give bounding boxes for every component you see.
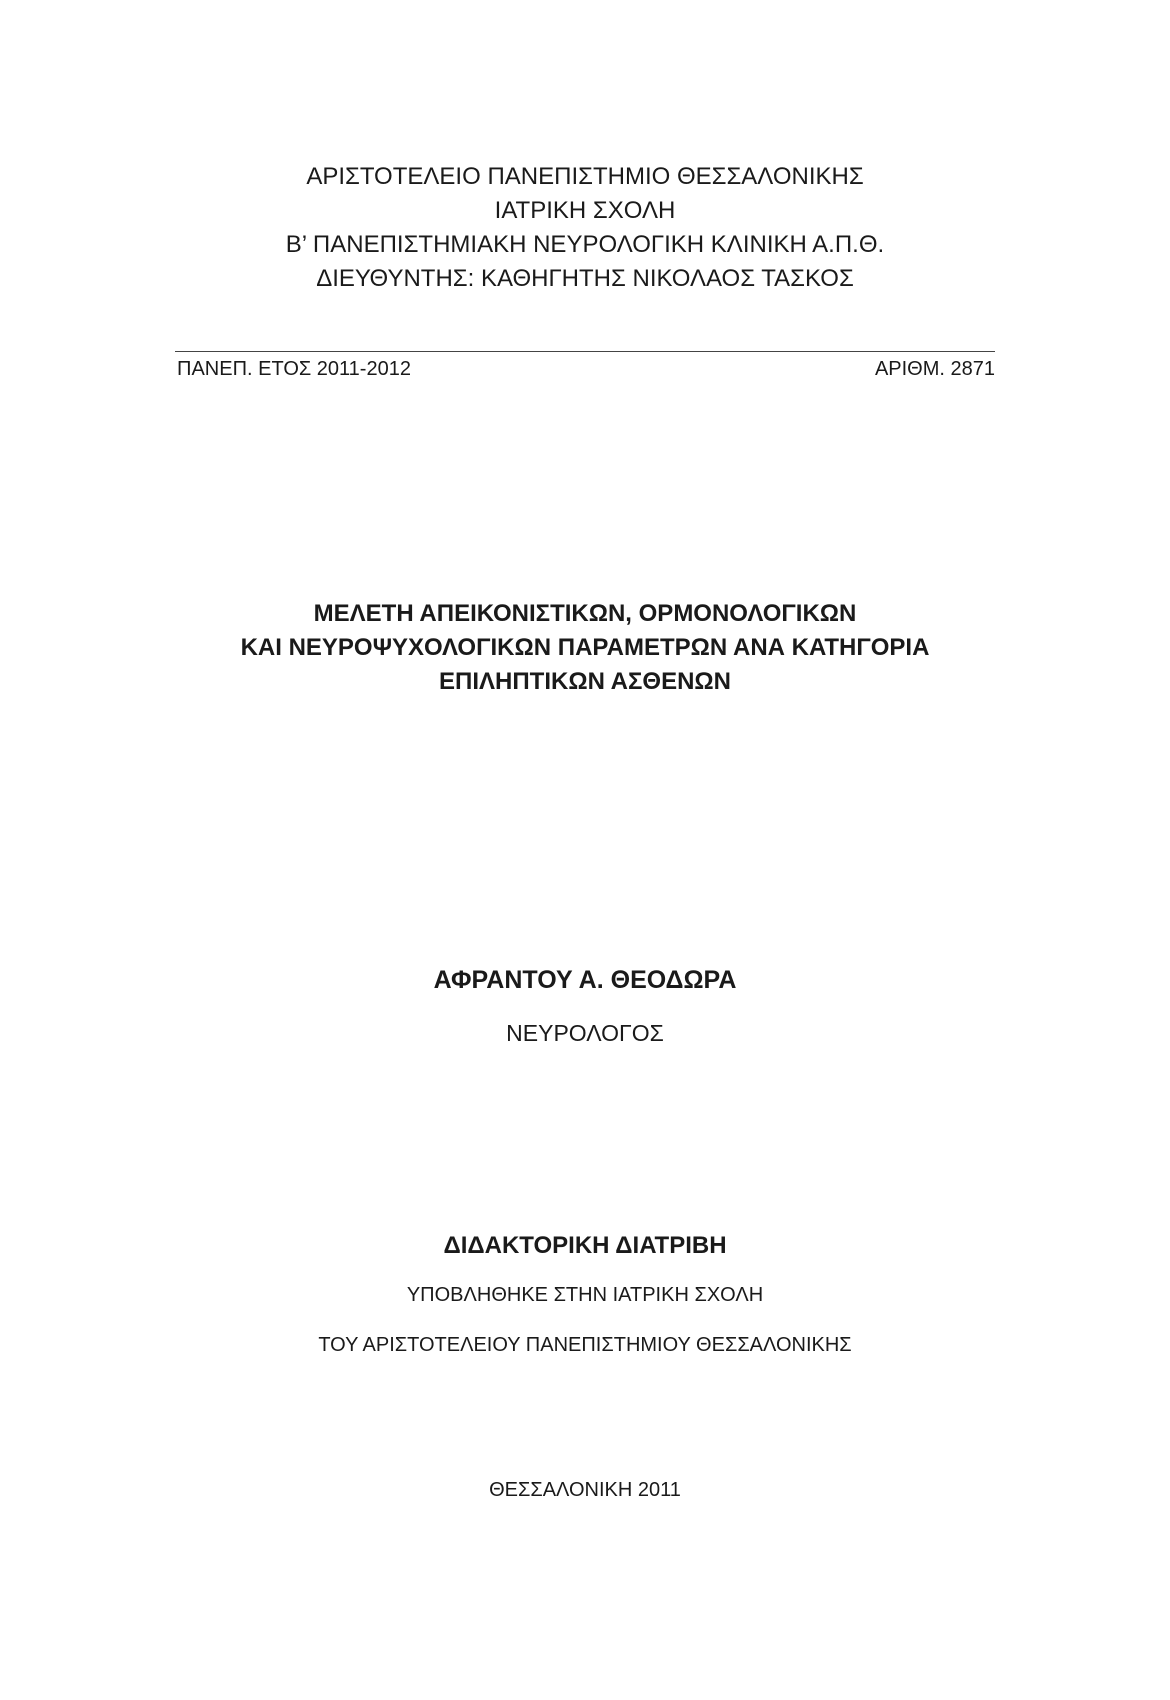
director-line: ΔΙΕΥΘΥΝΤΗΣ: ΚΑΘΗΓΗΤΗΣ ΝΙΚΟΛΑΟΣ ΤΑΣΚΟΣ [316,265,854,292]
author-profession: ΝΕΥΡΟΛΟΓΟΣ [506,1020,664,1046]
clinic-name: Β’ ΠΑΝΕΠΙΣΤΗΜΙΑΚΗ ΝΕΥΡΟΛΟΓΙΚΗ ΚΛΙΝΙΚΗ Α.Π.Θ. [285,231,885,258]
submission-line-1: ΥΠΟΒΛΗΘΗΚΕ ΣΤΗΝ ΙΑΤΡΙΚΗ ΣΧΟΛΗ [406,1284,764,1306]
university-name: ΑΡΙΣΤΟΤΕΛΕΙΟ ΠΑΝΕΠΙΣΤΗΜΙΟ ΘΕΣΣΑΛΟΝΙΚΗΣ [306,163,864,190]
thesis-title [0,597,1170,699]
document-number: ΑΡΙΘΜ. 2871 [874,358,995,380]
place-and-year: ΘΕΣΣΑΛΟΝΙΚΗ 2011 [489,1479,681,1501]
institution-header [0,160,1170,296]
school-name: ΙΑΤΡΙΚΗ ΣΧΟΛΗ [494,197,676,224]
submission-line-2: ΤΟΥ ΑΡΙΣΤΟΤΕΛΕΙΟΥ ΠΑΝΕΠΙΣΤΗΜΙΟΥ ΘΕΣΣΑΛΟΝΙΚΗΣ [318,1334,852,1356]
title-line-3: ΕΠΙΛΗΠΤΙΚΩΝ ΑΣΘΕΝΩΝ [438,668,731,695]
header-divider [175,351,995,352]
title-line-1: ΜΕΛΕΤΗ ΑΠΕΙΚΟΝΙΣΤΙΚΩΝ, ΟΡΜΟΝΟΛΟΓΙΚΩΝ [313,600,857,627]
thesis-type: ΔΙΔΑΚΤΟΡΙΚΗ ΔΙΑΤΡΙΒΗ [443,1232,727,1259]
author-name: ΑΦΡΑΝΤΟΥ Α. ΘΕΟΔΩΡΑ [433,966,737,994]
title-line-2: ΚΑΙ ΝΕΥΡΟΨΥΧΟΛΟΓΙΚΩΝ ΠΑΡΑΜΕΤΡΩΝ ΑΝΑ ΚΑΤΗΓΟΡΙΑ [240,634,930,661]
academic-year: ΠΑΝΕΠ. ΕΤΟΣ 2011-2012 [177,358,411,380]
